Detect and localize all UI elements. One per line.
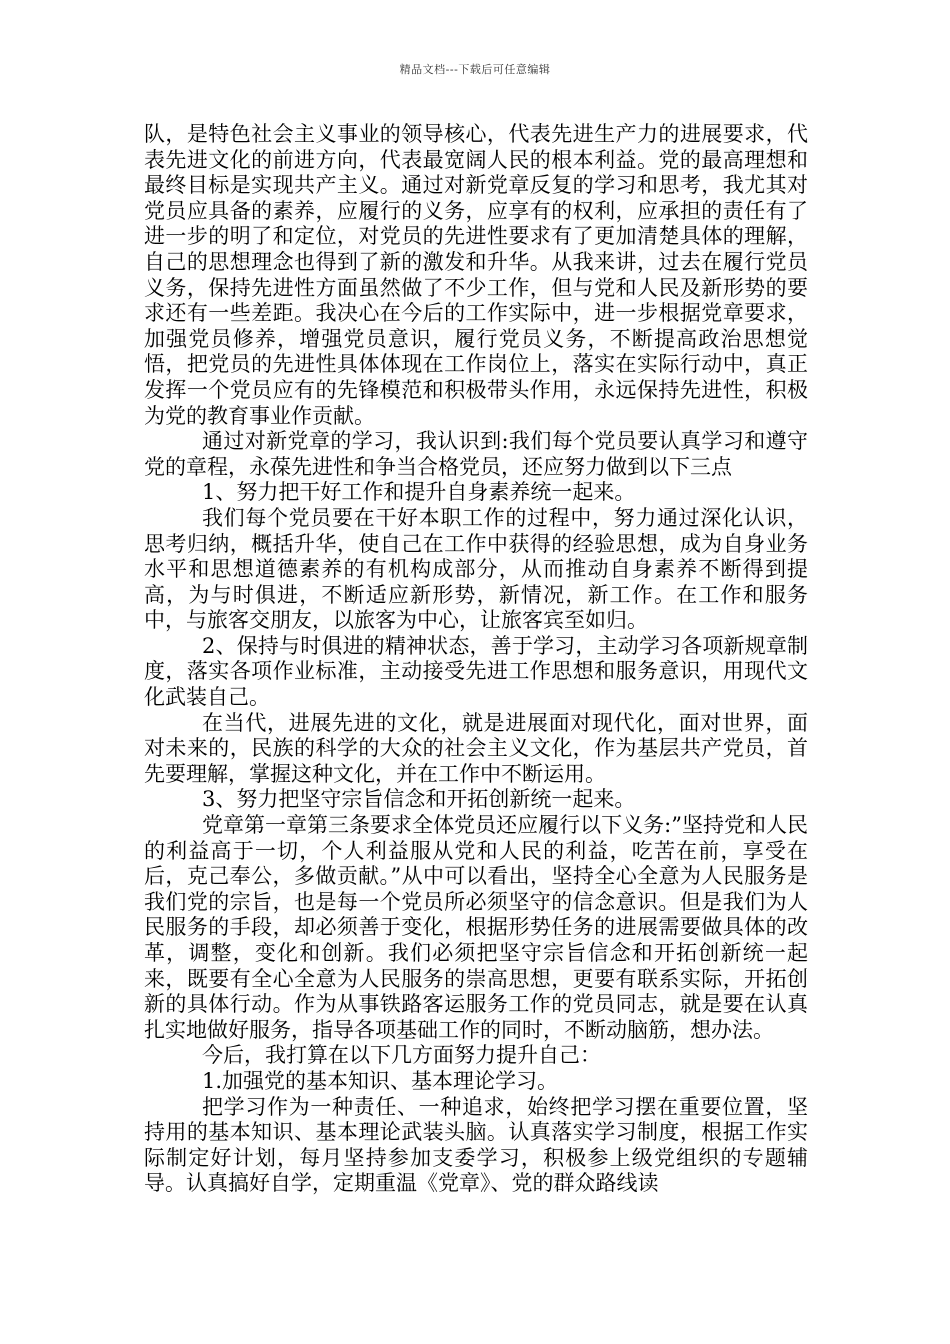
section-heading: 2、保持与时俱进的精神状态，善于学习，主动学习各项新规章制度，落实各项作业标准，主动接受先进工作思想和服务意识，用现代文化武装自己。 (144, 633, 808, 710)
paragraph: 把学习作为一种责任、一种追求，始终把学习摆在重要位置，坚持用的基本知识、基本理论武装头脑。认真落实学习制度，根据工作实际制定好计划，每月坚持参加支委学习，积极参上级党组织的专题辅导。认真搞好自学，定期重温《党章》、党的群众路线读 (144, 1094, 808, 1196)
section-heading: 1.加强党的基本知识、基本理论学习。 (202, 1068, 559, 1093)
paragraph: 今后，我打算在以下几方面努力提升自己： (202, 1043, 601, 1068)
paragraph: 在当代，进展先进的文化，就是进展面对现代化，面对世界，面对未来的，民族的科学的大众的社会主义文化，作为基层共产党员，首先要理解，掌握这种文化，并在工作中不断运用。 (144, 710, 808, 786)
section-heading: 3、努力把坚守宗旨信念和开拓创新统一起来。 (202, 787, 636, 812)
paragraph: 我们每个党员要在干好本职工作的过程中，努力通过深化认识，思考归纳，概括升华，使自己在工作中获得的经验思想，成为自身业务水平和思想道德素养的有机构成部分，从而推动自身素养不断得到提高，为与时俱进，不断适应新形势，新情况，新工作。在工作和服务中，与旅客交朋友，以旅客为中心，让旅客宾至如归。 (144, 505, 808, 633)
document-body (144, 122, 808, 1197)
paragraph: 队，是特色社会主义事业的领导核心，代表先进生产力的进展要求，代表先进文化的前进方向，代表最宽阔人民的根本利益。党的最高理想和最终目标是实现共产主义。通过对新党章反复的学习和思考，我尤其对党员应具备的素养，应履行的义务，应享有的权利，应承担的责任有了进一步的明了和定位，对党员的先进性要求有了更加清楚具体的理解，自己的思想理念也得到了新的激发和升华。从我来讲，过去在履行党员义务，保持先进性方面虽然做了不少工作，但与党和人民及新形势的要求还有一些差距。我决心在今后的工作实际中，进一步根据党章要求，加强党员修养，增强党员意识，履行党员义务，不断提高政治思想觉悟，把党员的先进性具体体现在工作岗位上，落实在实际行动中，真正发挥一个党员应有的先锋模范和积极带头作用，永远保持先进性，积极为党的教育事业作贡献。 (144, 122, 808, 428)
paragraph: 通过对新党章的学习，我认识到:我们每个党员要认真学习和遵守党的章程，永葆先进性和争当合格党员，还应努力做到以下三点 (144, 429, 808, 479)
paragraph: 党章第一章第三条要求全体党员还应履行以下义务:”坚持党和人民的利益高于一切，个人利益服从党和人民的利益，吃苦在前，享受在后，克己奉公，多做贡献。”从中可以看出，坚持全心全意为人民服务是我们党的宗旨，也是每一个党员所必须坚守的信念意识。但是我们为人民服务的手段，却必须善于变化，根据形势任务的进展需要做具体的改革，调整，变化和创新。我们必须把坚守宗旨信念和开拓创新统一起来，既要有全心全意为人民服务的崇高思想，更要有联系实际，开拓创新的具体行动。作为从事铁路客运服务工作的党员同志，就是要在认真扎实地做好服务，指导各项基础工作的同时，不断动脑筋，想办法。 (144, 813, 808, 1042)
page-header: 精品文档---下载后可任意编辑 (399, 63, 551, 76)
section-heading: 1、努力把干好工作和提升自身素养统一起来。 (202, 480, 636, 505)
